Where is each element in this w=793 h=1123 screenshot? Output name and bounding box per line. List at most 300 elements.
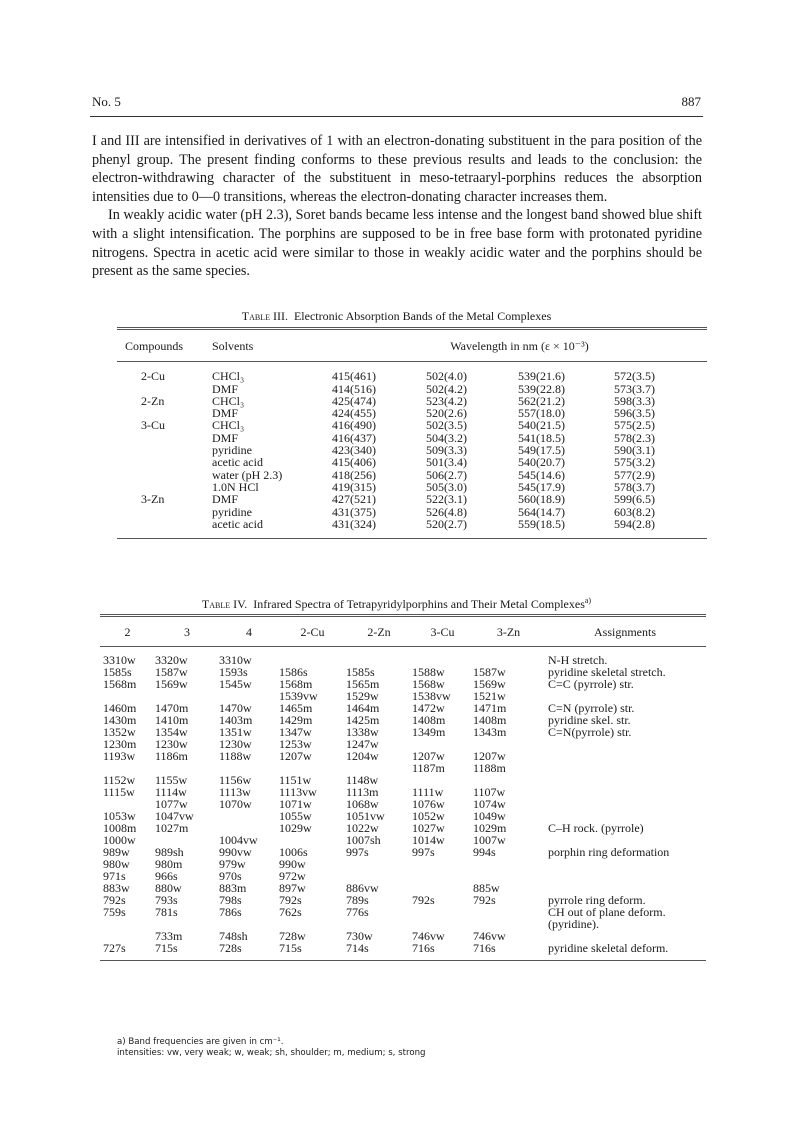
t4-band: 1113vw	[279, 785, 317, 799]
t4-band: 715s	[155, 941, 178, 955]
t4-assignment: C–H rock. (pyrrole)	[548, 821, 644, 835]
t4-assignment: pyridine skeletal stretch.	[548, 665, 666, 679]
t4-band: 1588w	[412, 665, 445, 679]
t4-band: 1351w	[219, 725, 252, 739]
t3-band: 526(4.8)	[426, 504, 467, 519]
t3-compound: 3-Zn	[141, 492, 165, 507]
t4-band: 3310w	[103, 653, 136, 667]
t4-band	[346, 858, 412, 870]
t3-band: 502(3.5)	[426, 418, 467, 433]
t3-band: 416(437)	[332, 430, 376, 445]
t4-band: 1068w	[346, 797, 379, 811]
t4-assignment	[544, 858, 706, 870]
t3-band: 575(3.2)	[614, 455, 655, 470]
t3-band: 506(2.7)	[426, 467, 467, 482]
t4-row	[100, 726, 706, 738]
t3-band: 577(2.9)	[614, 467, 655, 482]
t4-head-6: 3-Zn	[496, 625, 521, 639]
t4-assignment	[544, 870, 706, 882]
t4-band: 1155w	[155, 773, 188, 787]
t4-band: 733m	[155, 929, 183, 943]
t4-band: 1568m	[103, 677, 137, 691]
t4-band: 786s	[219, 905, 242, 919]
t4-band: 1529w	[346, 689, 379, 703]
t3-band: 596(3.5)	[614, 406, 655, 421]
t3-band: 541(18.5)	[518, 430, 565, 445]
t4-band: 972w	[279, 869, 306, 883]
t3-band: 418(256)	[332, 467, 376, 482]
t3-compound	[117, 456, 212, 468]
t3-compound: 2-Zn	[141, 393, 165, 408]
t4-assignment: porphin ring deformation	[548, 845, 670, 859]
t3-band: 540(21.5)	[518, 418, 565, 433]
t4-row	[100, 750, 706, 762]
t4-band: 1349m	[412, 725, 446, 739]
t4-band	[219, 810, 279, 822]
t4-band: 1470w	[219, 701, 252, 715]
t3-compound	[117, 444, 212, 456]
t4-band: 1585s	[103, 665, 132, 679]
t4-band	[412, 870, 473, 882]
t3-compound: 3-Cu	[141, 418, 165, 433]
t3-band: 502(4.0)	[426, 369, 467, 384]
t3-band: 523(4.2)	[426, 393, 467, 408]
t4-band: 1470m	[155, 701, 189, 715]
t3-band: 564(14.7)	[518, 504, 565, 519]
t4-band: 781s	[155, 905, 178, 919]
t4-band: 1007w	[473, 833, 506, 847]
t4-band: 714s	[346, 941, 369, 955]
t4-band: 1460m	[103, 701, 137, 715]
t4-band: 1156w	[219, 773, 252, 787]
t4-band: 1538vw	[412, 689, 451, 703]
t3-band: 599(6.5)	[614, 492, 655, 507]
t3-band: 415(461)	[332, 369, 376, 384]
t4-band: 3310w	[219, 653, 252, 667]
t4-row	[100, 906, 706, 918]
t4-band: 1188w	[219, 749, 252, 763]
t4-band	[473, 858, 544, 870]
t4-band: 970s	[219, 869, 242, 883]
t4-band: 762s	[279, 905, 302, 919]
body-text	[92, 132, 702, 281]
footnote-line-1: a) Band frequencies are given in cm⁻¹.	[117, 1037, 284, 1047]
t4-row	[100, 846, 706, 858]
t4-head-0: 2	[124, 625, 131, 639]
t4-row	[100, 786, 706, 798]
table3-label: Table III.	[241, 309, 288, 323]
t4-row	[100, 774, 706, 786]
t3-band: 425(474)	[332, 393, 376, 408]
t3-compound	[117, 432, 212, 444]
t3-band: 415(406)	[332, 455, 376, 470]
t4-band: 1410m	[155, 713, 189, 727]
t4-band: 1565m	[346, 677, 380, 691]
t4-band: 1587w	[155, 665, 188, 679]
t4-band: 1193w	[103, 749, 136, 763]
t4-band: 1472w	[412, 701, 445, 715]
t4-band: 1029m	[473, 821, 507, 835]
t4-band: 1403m	[219, 713, 253, 727]
t4-band: 885w	[473, 881, 500, 895]
page-number: 887	[681, 94, 701, 109]
t4-band: 776s	[346, 905, 369, 919]
t4-band: 990vw	[219, 845, 252, 859]
t4-band: 1008m	[103, 821, 137, 835]
t4-band: 1004vw	[219, 833, 258, 847]
t4-band: 1187m	[412, 761, 445, 775]
t4-band: 1230w	[155, 737, 188, 751]
t4-band: 1593s	[219, 665, 248, 679]
t4-band: 883w	[103, 881, 130, 895]
t4-band	[100, 918, 155, 930]
t3-band: 560(18.9)	[518, 492, 565, 507]
t3-row	[117, 518, 707, 530]
t4-band: 1207w	[473, 749, 506, 763]
t4-band: 746vw	[473, 929, 506, 943]
t4-band: 1425m	[346, 713, 380, 727]
t4-band: 880w	[155, 881, 182, 895]
t4-band: 792s	[412, 893, 435, 907]
t4-band: 1151w	[279, 773, 312, 787]
t4-band: 728w	[279, 929, 306, 943]
t4-band: 1186m	[155, 749, 188, 763]
t4-head-1: 3	[184, 625, 190, 639]
t4-band: 1347w	[279, 725, 312, 739]
journal-issue: No. 5	[92, 94, 121, 109]
t4-band	[412, 647, 473, 667]
t3-row	[117, 493, 707, 505]
t4-row	[100, 858, 706, 870]
t4-row	[100, 822, 706, 834]
t4-band: 1343m	[473, 725, 507, 739]
t4-band: 1471m	[473, 701, 507, 715]
t4-band: 1027m	[155, 821, 189, 835]
t4-band: 1521w	[473, 689, 506, 703]
t4-row	[100, 870, 706, 882]
t4-assignment: C=N(pyrrole) str.	[548, 725, 632, 739]
t4-band: 792s	[103, 893, 126, 907]
t3-band: 540(20.7)	[518, 455, 565, 470]
t3-band: 414(516)	[332, 381, 376, 396]
table4-bottom-rule	[100, 960, 706, 961]
t3-band: 427(521)	[332, 492, 376, 507]
t3-band: 573(3.7)	[614, 381, 655, 396]
t4-band: 1539vw	[279, 689, 318, 703]
t4-band	[473, 906, 544, 918]
t4-row	[100, 647, 706, 667]
t4-assignment	[544, 762, 706, 774]
t4-band: 1076w	[412, 797, 445, 811]
t4-band: 1115w	[103, 785, 135, 799]
t3-row	[117, 506, 707, 518]
t4-band: 1545w	[219, 677, 252, 691]
t4-assignment: pyridine skeletal deform.	[548, 941, 669, 955]
t3-compound	[117, 469, 212, 481]
t3-row	[117, 419, 707, 431]
t3-band: 522(3.1)	[426, 492, 467, 507]
table3-caption	[0, 309, 793, 324]
t3-solvent: CHCl₃	[212, 393, 245, 408]
t4-band: 1354w	[155, 725, 188, 739]
t4-head-7: Assignments	[593, 625, 656, 639]
t4-band: 1568m	[279, 677, 313, 691]
t4-band: 1148w	[346, 773, 379, 787]
t4-assignment: C=N (pyrrole) str.	[548, 701, 635, 715]
t4-band: 883m	[219, 881, 247, 895]
t4-band: 792s	[473, 893, 496, 907]
header-rule	[90, 116, 703, 117]
t4-band: 1230m	[103, 737, 137, 751]
table4-body	[100, 647, 706, 955]
t4-assignment: CH out of plane deform.	[548, 905, 666, 919]
t4-band: 1230w	[219, 737, 252, 751]
t4-band: 897w	[279, 881, 306, 895]
t4-band: 1253w	[279, 737, 312, 751]
t4-band	[412, 858, 473, 870]
t4-band: 748sh	[219, 929, 248, 943]
t4-band: 1049w	[473, 809, 506, 823]
t3-band: 562(21.2)	[518, 393, 565, 408]
table3-body	[117, 362, 707, 530]
t3-solvent: CHCl₃	[212, 369, 245, 384]
paragraph-2: In weakly acidic water (pH 2.3), Soret bands became less intense and the longest band showed blue shift with a slight intensification. The porphins are supposed to be in free base form with protonated pyridine nitrogens. Spectra in acetic acid were similar to those in weakly acidic water and the porphins should be present as the same species.	[92, 207, 702, 280]
table3-bottom-rule	[117, 538, 707, 539]
t3-band: 594(2.8)	[614, 516, 655, 531]
t4-band: 728s	[219, 941, 242, 955]
t4-band: 1051vw	[346, 809, 385, 823]
t3-band: 572(3.5)	[614, 369, 655, 384]
t3-compound: 2-Cu	[141, 369, 165, 384]
t3-band: 559(18.5)	[518, 516, 565, 531]
t3-head-wavelength: Wavelength in nm (ε × 10⁻³)	[450, 339, 589, 353]
t3-band: 557(18.0)	[518, 406, 565, 421]
t3-band: 578(2.3)	[614, 430, 655, 445]
t3-band: 505(3.0)	[426, 479, 467, 494]
t4-band: 997s	[412, 845, 435, 859]
t4-band: 715s	[279, 941, 302, 955]
t4-band: 1052w	[412, 809, 445, 823]
t4-band: 1027w	[412, 821, 445, 835]
t3-compound	[117, 481, 212, 493]
t4-assignment	[544, 798, 706, 810]
t3-solvent: pyridine	[212, 443, 252, 458]
t4-band: 1338w	[346, 725, 379, 739]
t4-band: 1006s	[279, 845, 308, 859]
t3-solvent: pyridine	[212, 504, 252, 519]
t3-band: 598(3.3)	[614, 393, 655, 408]
t3-band: 545(17.9)	[518, 479, 565, 494]
t3-band: 416(490)	[332, 418, 376, 433]
t4-assignment	[544, 786, 706, 798]
t4-band: 730w	[346, 929, 373, 943]
t4-band: 727s	[103, 941, 126, 955]
t4-assignment	[544, 738, 706, 750]
t3-compound	[117, 518, 212, 530]
t3-solvent: DMF	[212, 430, 239, 445]
table3	[117, 327, 707, 539]
t4-band: 886vw	[346, 881, 379, 895]
t4-band: 716s	[473, 941, 496, 955]
paragraph-1: I and III are intensified in derivatives of 1 with an electron-donating substituent in the para position of the phenyl group. The present finding conforms to these previous results and leads to the conclusion: the electron-withdrawing character of the substituent in meso-tetraaryl-porphins reduces the absorption intensities due to 0—0 transitions, whereas the electron-donating character increases them.	[92, 133, 702, 205]
t3-band: 590(3.1)	[614, 443, 655, 458]
t3-band: 520(2.7)	[426, 516, 467, 531]
t4-band: 980w	[103, 857, 130, 871]
t4-band: 1204w	[346, 749, 379, 763]
t3-band: 502(4.2)	[426, 381, 467, 396]
t4-band: 1053w	[103, 809, 136, 823]
t4-band: 1047vw	[155, 809, 194, 823]
t3-band: 520(2.6)	[426, 406, 467, 421]
t3-compound	[117, 383, 212, 395]
t3-band: 431(324)	[332, 516, 376, 531]
t3-band: 545(14.6)	[518, 467, 565, 482]
t3-band: 578(3.7)	[614, 479, 655, 494]
t4-assignment: (pyridine).	[548, 917, 599, 931]
t4-band: 1070w	[219, 797, 252, 811]
t3-row	[117, 362, 707, 383]
t4-band: 1152w	[103, 773, 136, 787]
t4-head-2: 4	[246, 625, 252, 639]
t3-solvent: DMF	[212, 492, 239, 507]
t4-band: 1429m	[279, 713, 313, 727]
t4-band: 989sh	[155, 845, 184, 859]
t4-band: 1007sh	[346, 833, 381, 847]
t4-band: 1113w	[219, 785, 251, 799]
t3-band: 549(17.5)	[518, 443, 565, 458]
t4-row	[100, 942, 706, 954]
t4-head-5: 3-Cu	[430, 625, 455, 639]
t4-band: 990w	[279, 857, 306, 871]
t4-band: 793s	[155, 893, 178, 907]
t3-band: 431(375)	[332, 504, 376, 519]
t4-band	[412, 906, 473, 918]
t4-band: 759s	[103, 905, 126, 919]
t4-band: 1464m	[346, 701, 380, 715]
t4-head-3: 2-Cu	[300, 625, 325, 639]
t4-band: 966s	[155, 869, 178, 883]
t4-band: 1029w	[279, 821, 312, 835]
t4-row	[100, 738, 706, 750]
footnote	[117, 1037, 426, 1059]
t4-band: 1022w	[346, 821, 379, 835]
t4-band: 1113m	[346, 785, 379, 799]
t3-band: 603(8.2)	[614, 504, 655, 519]
t4-assignment	[544, 774, 706, 786]
t4-band: 980m	[155, 857, 183, 871]
t4-band: 1352w	[103, 725, 136, 739]
t3-row	[117, 456, 707, 468]
t4-band: 1587w	[473, 665, 506, 679]
t3-solvent: DMF	[212, 381, 239, 396]
t4-band: 1430m	[103, 713, 137, 727]
t4-band: 1586s	[279, 665, 308, 679]
t3-head-solvents: Solvents	[212, 339, 254, 353]
t3-band: 501(3.4)	[426, 455, 467, 470]
t4-band: 1000w	[103, 833, 136, 847]
table4-title-mark: a)	[584, 596, 592, 605]
t4-band: 1569w	[155, 677, 188, 691]
table3-title: Electronic Absorption Bands of the Metal Complexes	[293, 309, 552, 323]
t3-solvent: CHCl₃	[212, 418, 245, 433]
t4-band: 1465m	[279, 701, 313, 715]
t3-band: 509(3.3)	[426, 443, 467, 458]
t4-band: 1107w	[473, 785, 506, 799]
t4-band: 1247w	[346, 737, 379, 751]
t4-band: 798s	[219, 893, 242, 907]
t4-band: 716s	[412, 941, 435, 955]
t4-row	[100, 918, 706, 930]
t3-compound	[117, 506, 212, 518]
t3-solvent: 1.0N HCl	[212, 479, 259, 494]
t4-head-4: 2-Zn	[367, 625, 391, 639]
t4-band: 1074w	[473, 797, 506, 811]
t4-band: 792s	[279, 893, 302, 907]
t4-row	[100, 678, 706, 690]
table4-title: Infrared Spectra of Tetrapyridylporphins and Their Metal Complexes	[253, 597, 585, 611]
t3-band: 423(340)	[332, 443, 376, 458]
t4-assignment	[544, 750, 706, 762]
t3-solvent: acetic acid	[212, 455, 263, 470]
t4-band: 989w	[103, 845, 130, 859]
t3-head-compounds: Compounds	[125, 339, 184, 353]
t3-band: 539(21.6)	[518, 369, 565, 384]
t4-band: 1055w	[279, 809, 312, 823]
t4-assignment: C=C (pyrrole) str.	[548, 677, 634, 691]
t4-band	[473, 647, 544, 667]
t4-band: 997s	[346, 845, 369, 859]
t4-assignment: pyrrole ring deform.	[548, 893, 646, 907]
t4-band: 994s	[473, 845, 496, 859]
t4-band	[279, 647, 346, 667]
t4-band: 1207w	[279, 749, 312, 763]
t4-band: 1188m	[473, 761, 506, 775]
t4-band: 1568w	[412, 677, 445, 691]
t3-solvent: acetic acid	[212, 516, 263, 531]
t4-band: 1111w	[412, 785, 444, 799]
t4-band: 1408m	[473, 713, 507, 727]
t4-band: 1014w	[412, 833, 445, 847]
t4-band: 3320w	[155, 653, 188, 667]
t4-band: 971s	[103, 869, 126, 883]
t4-assignment: N-H stretch.	[548, 653, 608, 667]
t3-band: 539(22.8)	[518, 381, 565, 396]
t4-band: 1114w	[155, 785, 187, 799]
t4-band: 1585s	[346, 665, 375, 679]
footnote-line-2: intensities: vw, very weak; w, weak; sh, shoulder; m, medium; s, strong	[117, 1048, 426, 1058]
t4-band: 1207w	[412, 749, 445, 763]
t4-band: 746vw	[412, 929, 445, 943]
t3-solvent: DMF	[212, 406, 239, 421]
t4-band	[346, 647, 412, 667]
table4-caption	[0, 596, 793, 612]
t4-band: 1077w	[155, 797, 188, 811]
t4-assignment: pyridine skel. str.	[548, 713, 631, 727]
t4-band: 1408m	[412, 713, 446, 727]
t3-band: 424(455)	[332, 406, 376, 421]
t3-band: 575(2.5)	[614, 418, 655, 433]
t4-row	[100, 762, 706, 774]
table4	[100, 614, 706, 961]
t4-band: 1071w	[279, 797, 312, 811]
t4-band: 789s	[346, 893, 369, 907]
t3-band: 419(315)	[332, 479, 376, 494]
t4-band: 979w	[219, 857, 246, 871]
t3-solvent: water (pH 2.3)	[212, 467, 283, 482]
table4-label: Table IV.	[201, 597, 248, 611]
t4-band: 1569w	[473, 677, 506, 691]
t3-band: 504(3.2)	[426, 430, 467, 445]
